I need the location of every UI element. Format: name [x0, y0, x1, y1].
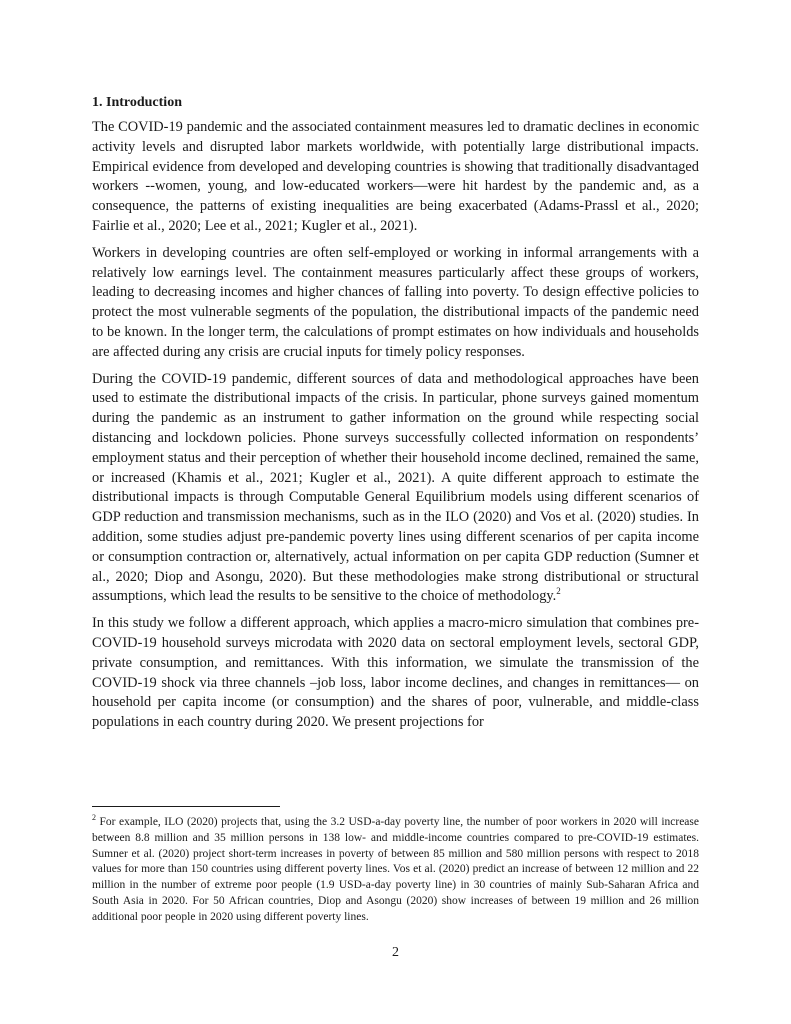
section-heading: 1. Introduction — [92, 95, 182, 110]
paragraph-4 — [92, 614, 699, 733]
page-number: 2 — [392, 945, 399, 960]
footnote-2 — [92, 815, 699, 926]
paragraph-4-text: In this study we follow a different approach, which applies a macro-micro simulation that combines pre-COVID-19 household surveys microdata with 2020 data on sectoral employment levels, sectoral GDP, private consumption, and remittances. With this information, we simulate the transmission of the COVID-19 shock via three channels –job loss, labor income declines, and changes in remittances— on household per capita income (or consumption) and the shares of poor, vulnerable, and middle-class populations in each country during 2020. We present projections for — [92, 615, 699, 731]
paragraph-1-text: The COVID-19 pandemic and the associated containment measures led to dramatic declines in economic activity levels and disrupted labor markets worldwide, with potentially large distributional impacts. Empirical evidence from developed and developing countries is showing that traditionally disadvantaged workers --women, young, and low-educated workers—were hit hardest by the pandemic and, as a consequence, the patterns of existing inequalities are being exacerbated (Adams-Prassl et al., 2020; Fairlie et al., 2020; Lee et al., 2021; Kugler et al., 2021). — [92, 119, 699, 234]
paragraph-3 — [92, 370, 699, 608]
footnote-mark: 2 — [92, 813, 96, 823]
paragraph-3-text: During the COVID-19 pandemic, different sources of data and methodological approaches have been used to estimate the distributional impacts of the crisis. In particular, phone surveys gained momentum during the pandemic as an instrument to gather information on the ground while respecting social distancing and lockdown policies. Phone surveys successfully collected information on respondents’ employment status and their perception of whether their household income declined, remained the same, or increased (Khamis et al., 2021; Kugler et al., 2021). A quite different approach to estimate the distributional impacts is through Computable General Equilibrium models using different scenarios of GDP reduction and transmission mechanisms, such as in the ILO (2020) and Vos et al. (2020) studies. In addition, some studies adjust pre-pandemic poverty lines using different scenarios of per capita income or consumption contraction or, alternatively, actual information on per capita GDP reduction (Sumner et al., 2020; Diop and Asongu, 2020). But these methodologies make strong distributional or structural assumptions, which lead the results to be sensitive to the choice of methodology. — [92, 370, 699, 605]
footnote-reference[interactable]: 2 — [556, 586, 561, 597]
footnote-divider — [92, 806, 280, 807]
paragraph-1 — [92, 118, 699, 237]
footnote-area — [92, 806, 699, 926]
paragraph-2-text: Workers in developing countries are often self-employed or working in informal arrangements with a relatively low earnings level. The containment measures particularly affect these groups of workers, leading to decreasing incomes and higher chances of falling into poverty. To design effective policies to protect the most vulnerable segments of the population, the distributional impacts of the pandemic need to be known. In the longer term, the calculations of prompt estimates on how individuals and households are affected during any crisis are crucial inputs for timely policy responses. — [92, 244, 699, 360]
paragraph-2 — [92, 244, 699, 363]
footnote-text: For example, ILO (2020) projects that, using the 3.2 USD-a-day poverty line, the number of poor workers in 2020 will increase between 8.8 million and 35 million persons in 138 low- and middle-income countries compared to pre-COVID-19 estimates. Sumner et al. (2020) project short-term increases in poverty of between 85 million and 580 million persons with respect to 2018 values for more than 150 countries using different poverty lines. Vos et al. (2020) predict an increase of between 12 million and 22 million in the number of extreme poor people (1.9 USD-a-day poverty line) in 30 countries of mainly Sub-Saharan Africa and South Asia in 2020. For 50 African countries, Diop and Asongu (2020) show increases of between 19 million and 26 million additional poor people in 2020 using different poverty lines. — [92, 816, 699, 923]
page-body — [92, 93, 699, 740]
